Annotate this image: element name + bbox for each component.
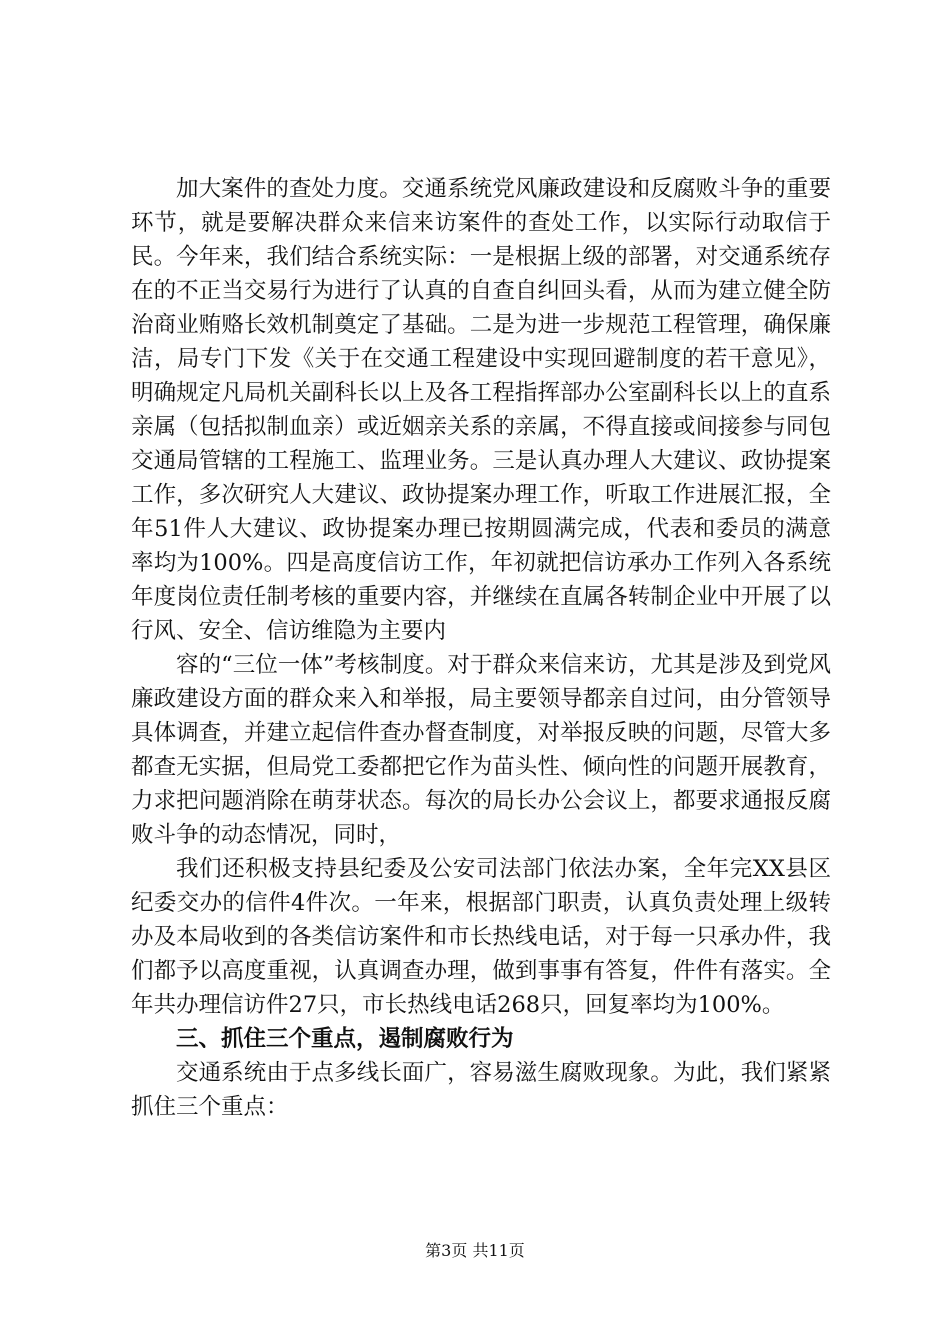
paragraph-assessment-system: 容的“三位一体”考核制度。对于群众来信来访，尤其是涉及到党风廉政建设方面的群众来入和举报，局主要领导都亲自过问，由分管领导具体调查，并建立起信件查办督查制度，对举报反映的问题，尽管大多都查无实据，但局党工委都把它作为苗头性、倾向性的问题开展教育，力求把问题消除在萌芽状态。每次的局长办公会议上，都要求通报反腐败斗争的动态情况，同时，: [131, 652, 831, 848]
page-footer: 第3页 共11页: [425, 1241, 525, 1260]
paragraph-three-priorities: 交通系统由于点多线长面广，容易滋生腐败现象。为此，我们紧紧抓住三个重点：: [131, 1060, 831, 1120]
paragraph-case-handling: 加大案件的查处力度。交通系统党风廉政建设和反腐败斗争的重要环节，就是要解决群众来信来访案件的查处工作，以实际行动取信于民。今年来，我们结合系统实际：一是根据上级的部署，对交通系统存在的不正当交易行为进行了认真的自查自纠回头看，从而为建立健全防治商业贿赂长效机制奠定了基础。二是为进一步规范工程管理，确保廉洁，局专门下发《关于在交通工程建设中实现回避制度的若干意见》，明确规定凡局机关副科长以上及各工程指挥部办公室副科长以上的直系亲属（包括拟制血亲）或近姻亲关系的亲属，不得直接或间接参与同包交通局管辖的工程施工、监理业务。三是认真办理人大建议、政协提案工作，多次研究人大建议、政协提案办理工作，听取工作进展汇报，全年51件人大建议、政协提案办理已按期圆满完成，代表和委员的满意率均为100%。四是高度信访工作，年初就把信访承办工作列入各系统年度岗位责任制考核的重要内容，并继续在直属各转制企业中开展了以行风、安全、信访维隐为主要内: [131, 176, 831, 644]
paragraph-petition-results: 我们还积极支持县纪委及公安司法部门依法办案，全年完XX县区纪委交办的信件4件次。一年来，根据部门职责，认真负责处理上级转办及本局收到的各类信访案件和市长热线电话，对于每一只承办件，我们都予以高度重视，认真调查办理，做到事事有答复，件件有落实。全年共办理信访件27只，市长热线电话268只，回复率均为100%。: [131, 856, 831, 1018]
document-body: [131, 172, 831, 1124]
section-heading: 三、抓住三个重点，遏制腐败行为: [176, 1026, 514, 1052]
